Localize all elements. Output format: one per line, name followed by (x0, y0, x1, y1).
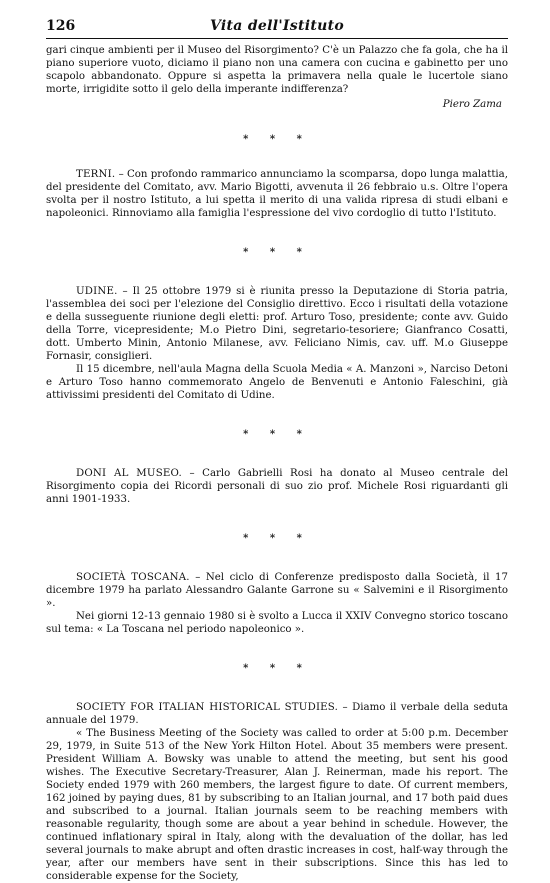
section-separator: * * * (243, 247, 311, 258)
section-heading-doni: DONI AL MUSEO. (76, 468, 182, 479)
running-title: Vita dell'Istituto (209, 18, 345, 34)
section-separator: * * * (243, 533, 311, 544)
section-doni (46, 467, 508, 506)
section-separator: * * * (243, 663, 311, 674)
author-signature: Piero Zama (442, 99, 502, 110)
section-society-para2: « The Business Meeting of the Society was called to order at 5:00 p.m. December 29, 1979, in Suite 513 of the New York Hilton Hotel. About 35 members were present. President William A. Bowsky was unable to attend the meeting, but sent his good wishes. The Executive Secretary-Treasurer, Alan J. Reinerman, made his report. The Society ended 1979 with 260 members, the largest figure to date. Of current members, 162 joined by paying dues, 81 by subscribing to an Italian journal, and 17 both paid dues and subscribed to a journal. Italian journals seem to be reaching members with reasonable regularity, though some are about a year behind in schedule. However, the continued inflationary spiral in Italy, along with the devaluation of the dollar, has led several journals to make abrupt and often drastic increases in cost, half-way through the year, after our members have sent in their subscriptions. Since this has led to considerable expense for the Society, (46, 728, 508, 882)
header-rule (46, 38, 508, 39)
section-heading-society: SOCIETY FOR ITALIAN HISTORICAL STUDIES. (76, 702, 339, 713)
section-text-toscana: – Nel ciclo di Conferenze predisposto dalla Società, il 17 dicembre 1979 ha parlato Alessandro Galante Garrone su « Salvemini e il Risorgimento ». (46, 572, 508, 609)
section-terni (46, 168, 508, 220)
section-text-society: – Diamo il verbale della seduta annuale del 1979. (46, 702, 508, 726)
section-heading-udine: UDINE. (76, 286, 118, 297)
section-toscana-para2: Nei giorni 12-13 gennaio 1980 si è svolto a Lucca il XXIV Convegno storico toscano sul tema: « La Toscana nel periodo napoleonico ». (46, 611, 508, 635)
section-toscana (46, 571, 508, 610)
section-heading-terni: TERNI. (76, 169, 116, 180)
section-separator: * * * (243, 134, 311, 145)
section-heading-toscana: SOCIETÀ TOSCANA. (76, 572, 190, 583)
section-society (46, 701, 508, 727)
section-text-udine: – Il 25 ottobre 1979 si è riunita presso la Deputazione di Storia patria, l'assemblea dei soci per l'elezione del Consiglio direttivo. Ecco i risultati della votazione e della susseguente riunione degli eletti: prof. Arturo Toso, presidente; conte avv. Guido della Torre, vicepresidente; M.o Pietro Dini, segretario-tesoriere; Gianfranco Cosatti, dott. Umberto Minin, Antonio Milanese, avv. Feliciano Nimis, cav. uff. M.o Giuseppe Fornasir, consiglieri. (46, 286, 508, 362)
paragraph-continued: gari cinque ambienti per il Museo del Risorgimento? C'è un Palazzo che fa gola, che ha il piano superiore vuoto, diciamo il piano non una camera con cucina e gabinetto per uno scapolo abbandonato. Oppure si aspetta la primavera nella quale le lucertole siano morte, irrigidite sotto il gelo della imperante indifferenza? (46, 45, 508, 95)
section-text-terni: – Con profondo rammarico annunciamo la scomparsa, dopo lunga malattia, del presidente del Comitato, avv. Mario Bigotti, avvenuta il 26 febbraio u.s. Oltre l'opera svolta per il nostro Istituto, a lui spetta il merito di una valida ripresa di studi elbani e napoleonici. Rinnoviamo alla famiglia l'espressione del vivo cordoglio di tutto l'Istituto. (46, 169, 508, 219)
page-body (46, 44, 508, 883)
section-udine-para2: Il 15 dicembre, nell'aula Magna della Scuola Media « A. Manzoni », Narciso Detoni e Arturo Toso hanno commemorato Angelo de Benvenuti e Antonio Faleschini, già attivissimi presidenti del Comitato di Udine. (46, 364, 508, 401)
section-udine (46, 285, 508, 363)
section-text-doni: – Carlo Gabrielli Rosi ha donato al Museo centrale del Risorgimento copia dei Ricordi personali di suo zio prof. Michele Rosi riguardanti gli anni 1901-1933. (46, 468, 508, 505)
section-separator: * * * (243, 429, 311, 440)
page-number: 126 (46, 18, 76, 34)
running-header (46, 16, 508, 40)
